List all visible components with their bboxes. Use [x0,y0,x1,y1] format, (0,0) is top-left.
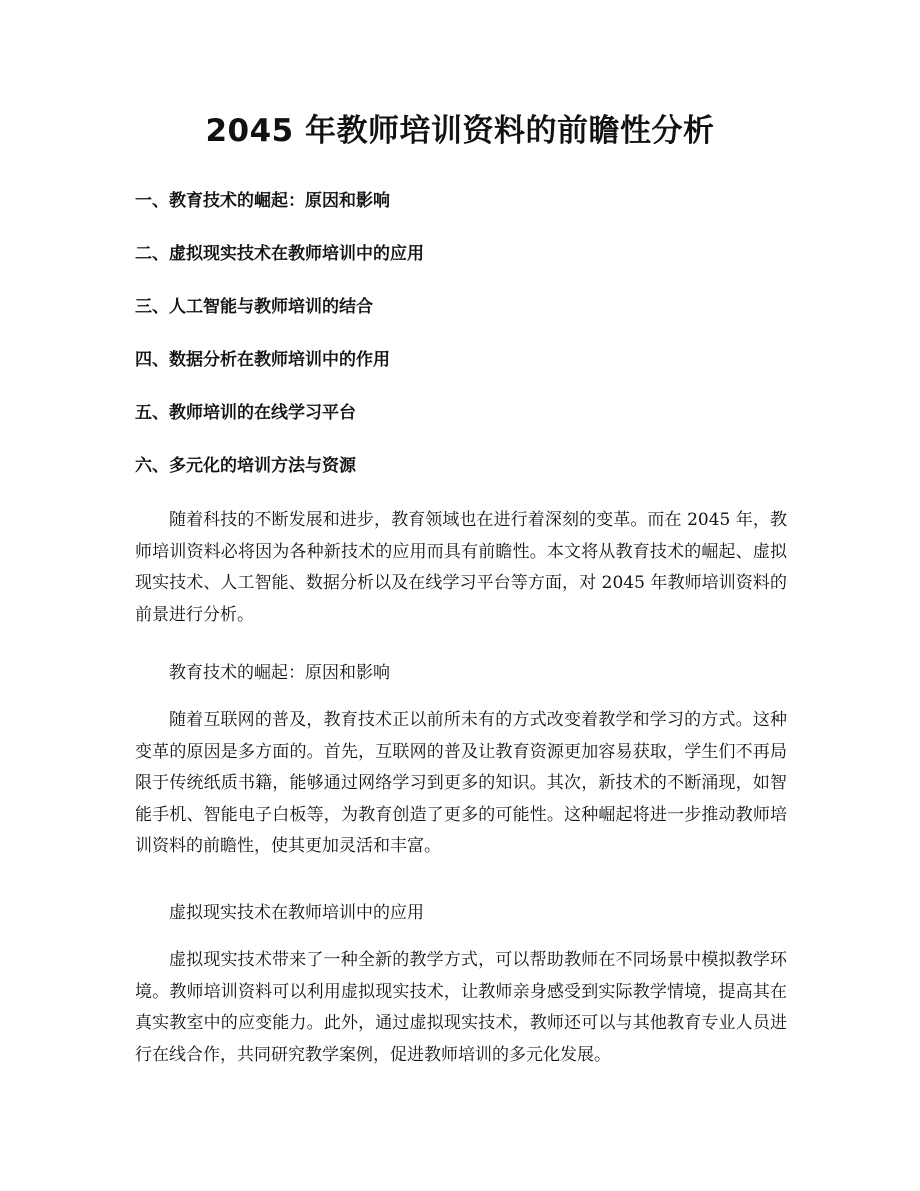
intro-paragraph: 随着科技的不断发展和进步，教育领域也在进行着深刻的变革。而在 2045 年，教师培训资料必将因为各种新技术的应用而具有前瞻性。本文将从教育技术的崛起、虚拟现实技术、人工智能、数据分析以及在线学习平台等方面，对 2045 年教师培训资料的前景进行分析。 [135,510,787,625]
section-heading: 虚拟现实技术在教师培训中的应用 [169,903,424,923]
section-paragraph: 虚拟现实技术带来了一种全新的教学方式，可以帮助教师在不同场景中模拟教学环境。教师培训资料可以利用虚拟现实技术，让教师亲身感受到实际教学情境，提高其在真实教室中的应变能力。此外，通过虚拟现实技术，教师还可以与其他教育专业人员进行在线合作，共同研究教学案例，促进教师培训的多元化发展。 [135,950,787,1065]
document-title: 2045 年教师培训资料的前瞻性分析 [205,113,715,149]
toc-item: 六、多元化的培训方法与资源 [135,456,356,476]
toc-item: 三、人工智能与教师培训的结合 [135,297,373,317]
table-of-contents [135,188,785,506]
toc-item: 五、教师培训的在线学习平台 [135,403,356,423]
section-paragraph: 随着互联网的普及，教育技术正以前所未有的方式改变着教学和学习的方式。这种变革的原因是多方面的。首先，互联网的普及让教育资源更加容易获取，学生们不再局限于传统纸质书籍，能够通过网络学习到更多的知识。其次，新技术的不断涌现，如智能手机、智能电子白板等，为教育创造了更多的可能性。这种崛起将进一步推动教师培训资料的前瞻性，使其更加灵活和丰富。 [135,710,787,856]
section-heading: 教育技术的崛起：原因和影响 [169,663,390,683]
toc-item: 一、教育技术的崛起：原因和影响 [135,191,390,211]
toc-item: 四、数据分析在教师培训中的作用 [135,350,390,370]
toc-item: 二、虚拟现实技术在教师培训中的应用 [135,244,424,264]
